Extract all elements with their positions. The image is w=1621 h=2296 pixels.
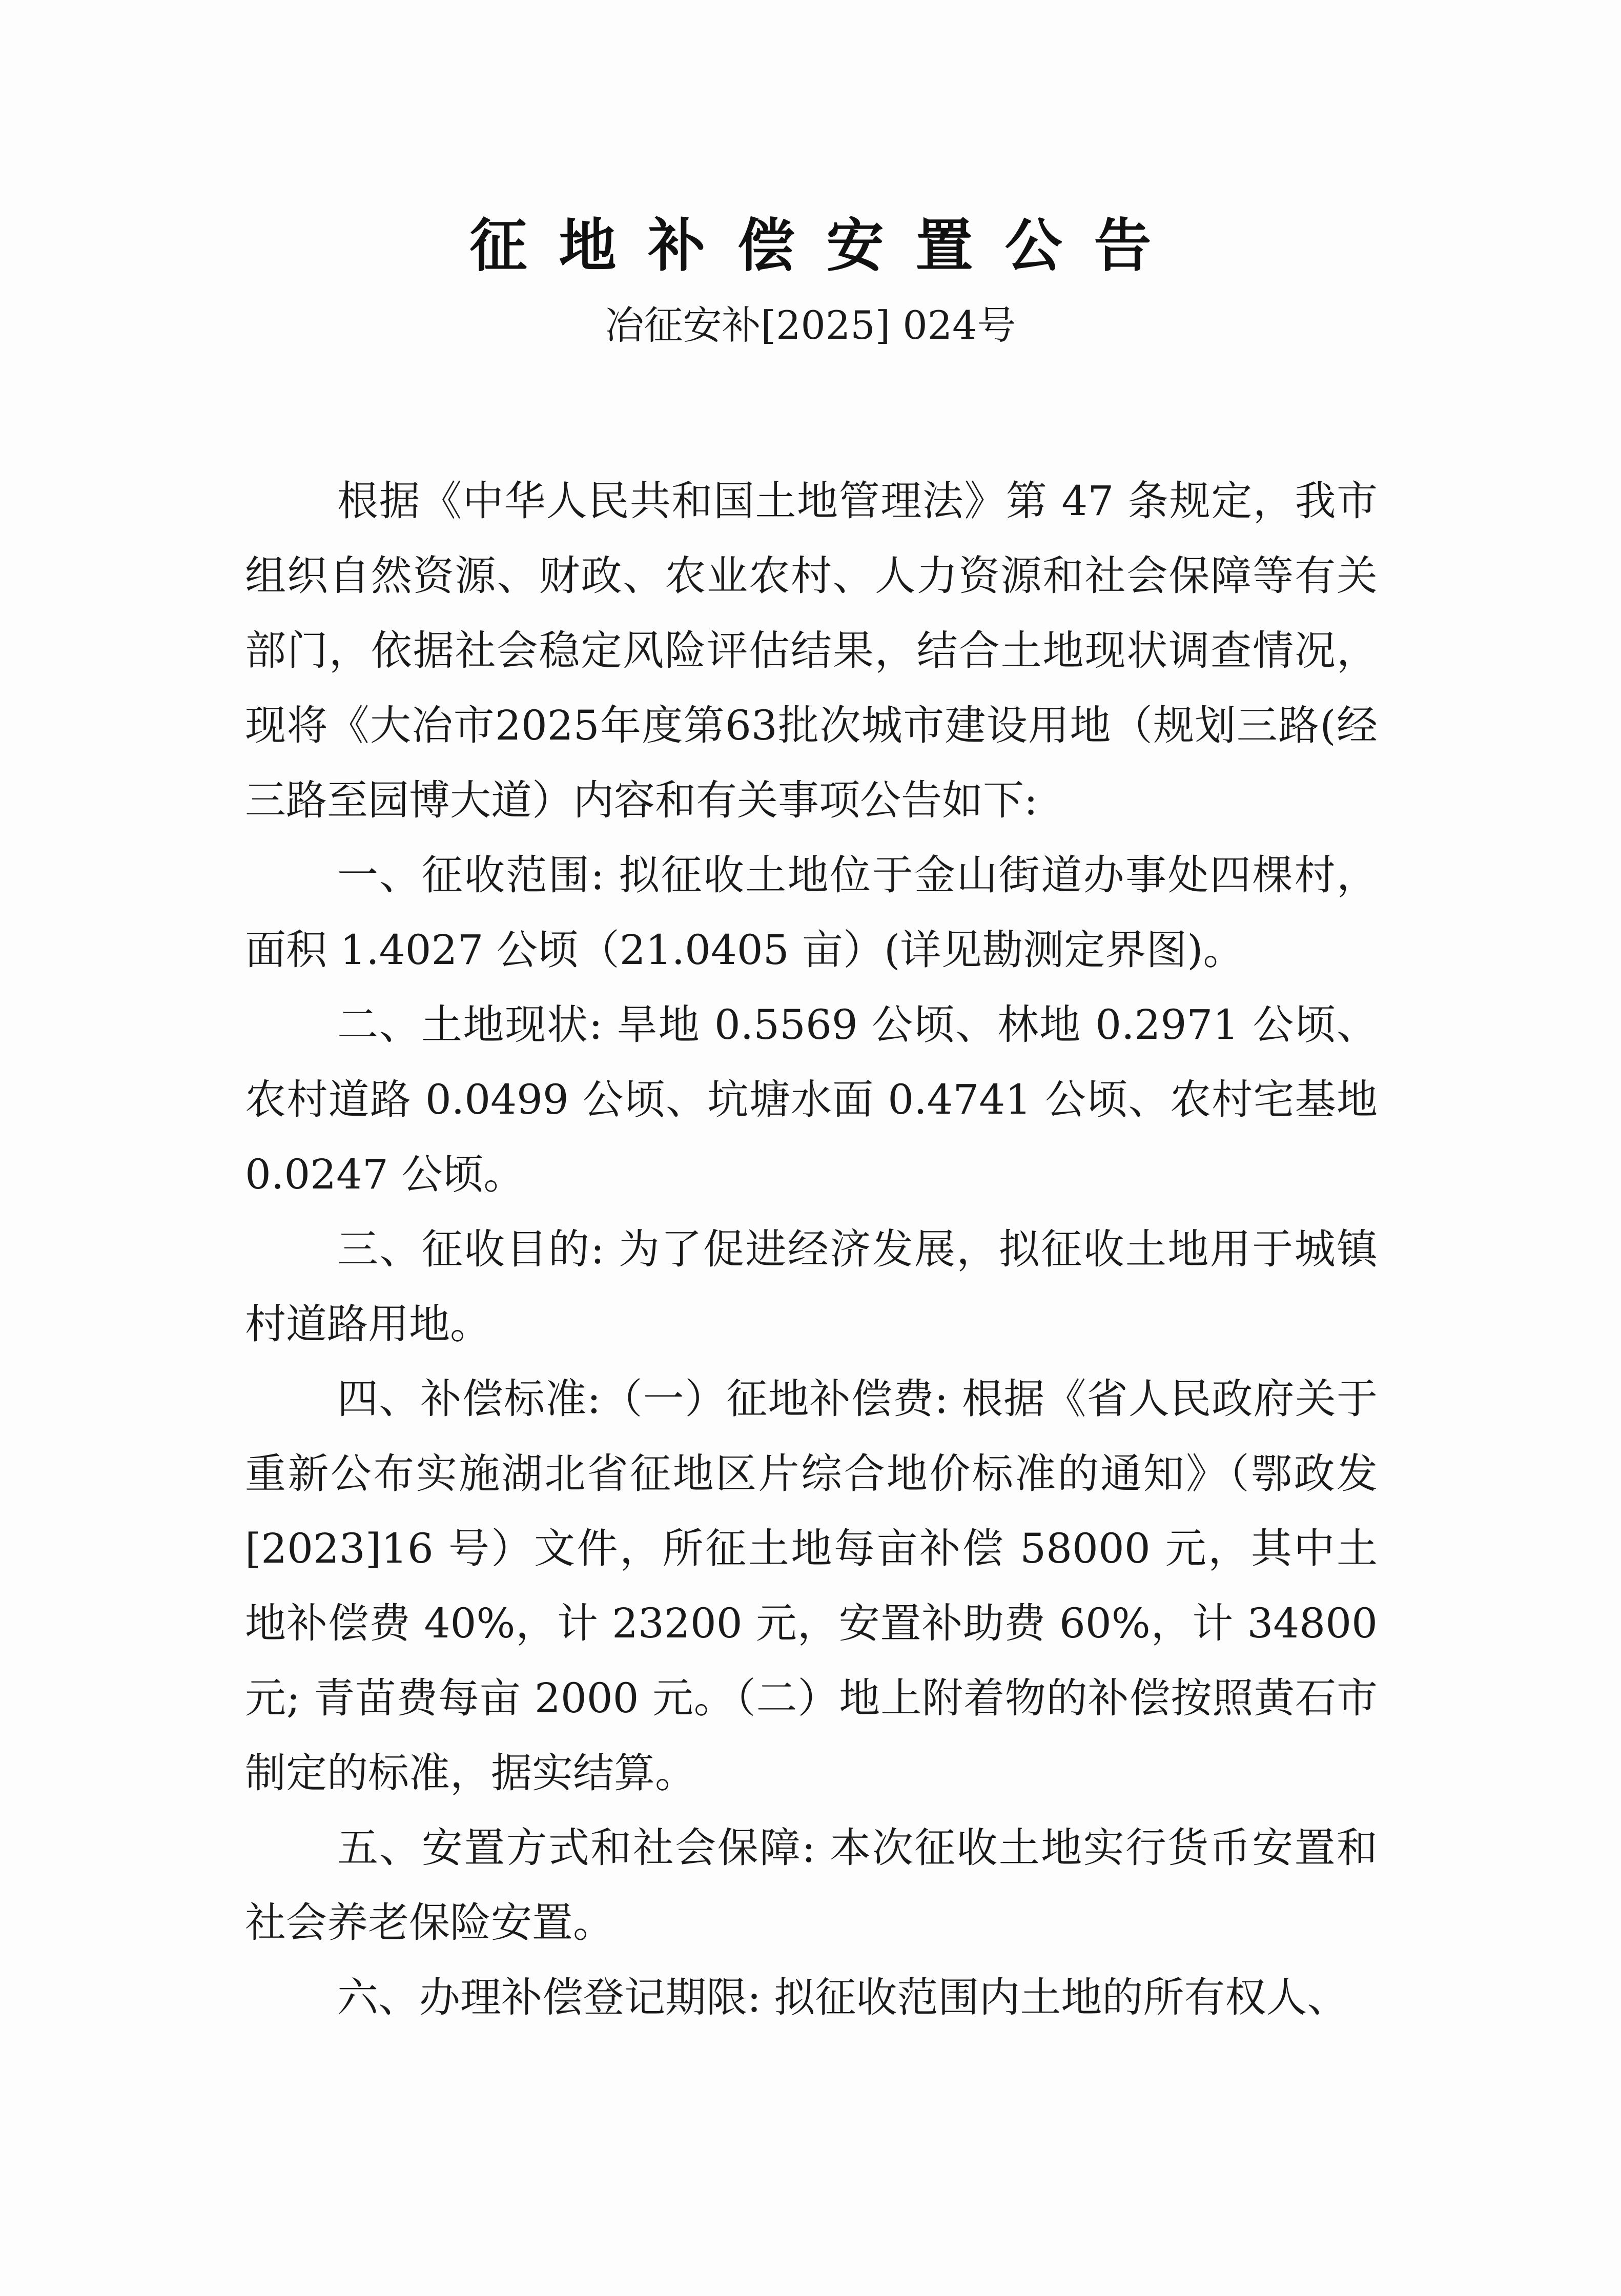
document-body [245,464,1378,2035]
paragraph-scope: 一、征收范围: 拟征收土地位于金山街道办事处四棵村，面积 1.4027 公顷（21.0405 亩）(详见勘测定界图)。 [245,851,1378,974]
document-number: 冶征安补[2025] 024号 [605,302,1016,348]
paragraph-compensation-standard: 四、补偿标准:（一）征地补偿费: 根据《省人民政府关于重新公布实施湖北省征地区片综合地价标准的通知》（鄂政发[2023]16 号）文件，所征土地每亩补偿 58000 元，其中土地补偿费 40%，计 23200 元，安置补助费 60%，计 34800 元; 青苗费每亩 2000 元。（二）地上附着物的补偿按照黄石市制定的标准，据实结算。 [245,1375,1378,1797]
paragraph-registration-period: 六、办理补偿登记期限: 拟征收范围内土地的所有权人、 [337,1974,1348,2021]
paragraph-preamble: 根据《中华人民共和国土地管理法》第 47 条规定，我市组织自然资源、财政、农业农村、人力资源和社会保障等有关部门，依据社会稳定风险评估结果，结合土地现状调查情况，现将《大冶市2025年度第63批次城市建设用地（规划三路(经三路至园博大道）内容和有关事项公告如下: [245,477,1378,824]
paragraph-resettlement: 五、安置方式和社会保障: 本次征收土地实行货币安置和社会养老保险安置。 [245,1824,1378,1946]
document-title: 征地补偿安置公告 [469,213,1183,279]
paragraph-purpose: 三、征收目的: 为了促进经济发展，拟征收土地用于城镇村道路用地。 [245,1225,1378,1348]
paragraph-land-status: 二、土地现状: 旱地 0.5569 公顷、林地 0.2971 公顷、农村道路 0.0499 公顷、坑塘水面 0.4741 公顷、农村宅基地 0.0247 公顷。 [245,1001,1378,1198]
